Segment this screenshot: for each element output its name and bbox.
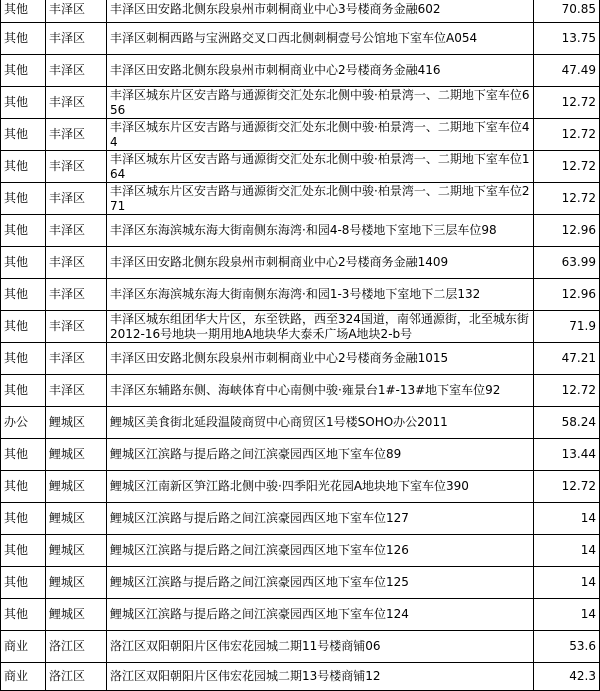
location-cell: 丰泽区东海滨城东海大街南侧东海湾·和园1-3号楼地下室地下二层132 — [107, 279, 534, 311]
district-cell: 丰泽区 — [46, 375, 107, 407]
area-cell: 47.21 — [534, 343, 600, 375]
location-cell: 鲤城区美食街北延段温陵商贸中心商贸区1号楼SOHO办公2011 — [107, 407, 534, 439]
table-row — [1, 343, 600, 375]
area-cell: 12.96 — [534, 215, 600, 247]
district-cell: 丰泽区 — [46, 87, 107, 119]
property-type-cell: 其他 — [1, 247, 46, 279]
area-cell: 13.75 — [534, 23, 600, 55]
location-cell: 鲤城区江滨路与提后路之间江滨豪园西区地下室车位89 — [107, 439, 534, 471]
location-cell: 丰泽区刺桐西路与宝洲路交叉口西北侧刺桐壹号公馆地下室车位A054 — [107, 23, 534, 55]
district-cell: 鲤城区 — [46, 535, 107, 567]
location-cell: 丰泽区田安路北侧东段泉州市刺桐商业中心2号楼商务金融1409 — [107, 247, 534, 279]
table-row — [1, 55, 600, 87]
location-cell: 洛江区双阳朝阳片区伟宏花园城二期11号楼商铺06 — [107, 631, 534, 663]
property-type-cell: 办公 — [1, 407, 46, 439]
district-cell: 丰泽区 — [46, 247, 107, 279]
property-type-cell: 其他 — [1, 567, 46, 599]
property-type-cell: 其他 — [1, 471, 46, 503]
district-cell: 丰泽区 — [46, 183, 107, 215]
table-row — [1, 663, 600, 691]
property-type-cell: 商业 — [1, 631, 46, 663]
area-cell: 12.72 — [534, 183, 600, 215]
district-cell: 鲤城区 — [46, 567, 107, 599]
table-row — [1, 215, 600, 247]
table-row — [1, 23, 600, 55]
location-cell: 丰泽区城东片区安吉路与通源街交汇处东北侧中骏·柏景湾一、二期地下室车位656 — [107, 87, 534, 119]
property-type-cell: 其他 — [1, 311, 46, 343]
district-cell: 丰泽区 — [46, 151, 107, 183]
location-cell: 丰泽区城东片区安吉路与通源街交汇处东北侧中骏·柏景湾一、二期地下室车位44 — [107, 119, 534, 151]
table-row — [1, 567, 600, 599]
location-cell: 鲤城区江南新区笋江路北侧中骏·四季阳光花园A地块地下室车位390 — [107, 471, 534, 503]
property-type-cell: 其他 — [1, 439, 46, 471]
table-row — [1, 151, 600, 183]
location-cell: 丰泽区东辅路东侧、海峡体育中心南侧中骏·雍景台1#-13#地下室车位92 — [107, 375, 534, 407]
property-table-body — [1, 0, 600, 691]
district-cell: 丰泽区 — [46, 311, 107, 343]
area-cell: 71.9 — [534, 311, 600, 343]
table-row — [1, 87, 600, 119]
area-cell: 47.49 — [534, 55, 600, 87]
property-type-cell: 其他 — [1, 183, 46, 215]
property-type-cell: 其他 — [1, 119, 46, 151]
district-cell: 丰泽区 — [46, 55, 107, 87]
table-row — [1, 631, 600, 663]
district-cell: 鲤城区 — [46, 439, 107, 471]
location-cell: 丰泽区城东片区安吉路与通源街交汇处东北侧中骏·柏景湾一、二期地下室车位271 — [107, 183, 534, 215]
table-row — [1, 311, 600, 343]
district-cell: 丰泽区 — [46, 343, 107, 375]
location-cell: 洛江区双阳朝阳片区伟宏花园城二期13号楼商铺12 — [107, 663, 534, 691]
area-cell: 63.99 — [534, 247, 600, 279]
property-type-cell: 其他 — [1, 0, 46, 23]
district-cell: 鲤城区 — [46, 503, 107, 535]
area-cell: 14 — [534, 503, 600, 535]
area-cell: 42.3 — [534, 663, 600, 691]
location-cell: 丰泽区田安路北侧东段泉州市刺桐商业中心3号楼商务金融602 — [107, 0, 534, 23]
table-row — [1, 247, 600, 279]
district-cell: 丰泽区 — [46, 23, 107, 55]
table-row — [1, 0, 600, 23]
table-row — [1, 471, 600, 503]
property-type-cell: 其他 — [1, 599, 46, 631]
area-cell: 14 — [534, 535, 600, 567]
area-cell: 13.44 — [534, 439, 600, 471]
location-cell: 丰泽区城东组团华大片区，东至铁路，西至324国道，南邻通源街，北至城东街2012-16号地块一期用地A地块华大泰禾广场A地块2-b号 — [107, 311, 534, 343]
table-row — [1, 279, 600, 311]
location-cell: 鲤城区江滨路与提后路之间江滨豪园西区地下室车位126 — [107, 535, 534, 567]
table-row — [1, 183, 600, 215]
table-row — [1, 503, 600, 535]
location-cell: 鲤城区江滨路与提后路之间江滨豪园西区地下室车位124 — [107, 599, 534, 631]
location-cell: 丰泽区田安路北侧东段泉州市刺桐商业中心2号楼商务金融1015 — [107, 343, 534, 375]
district-cell: 鲤城区 — [46, 471, 107, 503]
property-type-cell: 其他 — [1, 279, 46, 311]
area-cell: 58.24 — [534, 407, 600, 439]
table-row — [1, 535, 600, 567]
area-cell: 12.72 — [534, 471, 600, 503]
district-cell: 丰泽区 — [46, 279, 107, 311]
property-type-cell: 其他 — [1, 151, 46, 183]
district-cell: 洛江区 — [46, 663, 107, 691]
property-type-cell: 其他 — [1, 343, 46, 375]
district-cell: 鲤城区 — [46, 599, 107, 631]
property-type-cell: 商业 — [1, 663, 46, 691]
table-row — [1, 599, 600, 631]
area-cell: 12.72 — [534, 151, 600, 183]
location-cell: 鲤城区江滨路与提后路之间江滨豪园西区地下室车位127 — [107, 503, 534, 535]
district-cell: 丰泽区 — [46, 215, 107, 247]
property-type-cell: 其他 — [1, 215, 46, 247]
district-cell: 丰泽区 — [46, 119, 107, 151]
table-row — [1, 375, 600, 407]
property-type-cell: 其他 — [1, 535, 46, 567]
table-row — [1, 439, 600, 471]
area-cell: 12.96 — [534, 279, 600, 311]
property-type-cell: 其他 — [1, 55, 46, 87]
area-cell: 14 — [534, 599, 600, 631]
district-cell: 鲤城区 — [46, 407, 107, 439]
property-type-cell: 其他 — [1, 23, 46, 55]
area-cell: 70.85 — [534, 0, 600, 23]
location-cell: 丰泽区城东片区安吉路与通源街交汇处东北侧中骏·柏景湾一、二期地下室车位164 — [107, 151, 534, 183]
location-cell: 鲤城区江滨路与提后路之间江滨豪园西区地下室车位125 — [107, 567, 534, 599]
property-type-cell: 其他 — [1, 503, 46, 535]
area-cell: 12.72 — [534, 375, 600, 407]
property-type-cell: 其他 — [1, 87, 46, 119]
district-cell: 丰泽区 — [46, 0, 107, 23]
location-cell: 丰泽区东海滨城东海大街南侧东海湾·和园4-8号楼地下室地下三层车位98 — [107, 215, 534, 247]
area-cell: 12.72 — [534, 119, 600, 151]
district-cell: 洛江区 — [46, 631, 107, 663]
location-cell: 丰泽区田安路北侧东段泉州市刺桐商业中心2号楼商务金融416 — [107, 55, 534, 87]
area-cell: 12.72 — [534, 87, 600, 119]
property-type-cell: 其他 — [1, 375, 46, 407]
area-cell: 53.6 — [534, 631, 600, 663]
area-cell: 14 — [534, 567, 600, 599]
table-row — [1, 119, 600, 151]
table-row — [1, 407, 600, 439]
